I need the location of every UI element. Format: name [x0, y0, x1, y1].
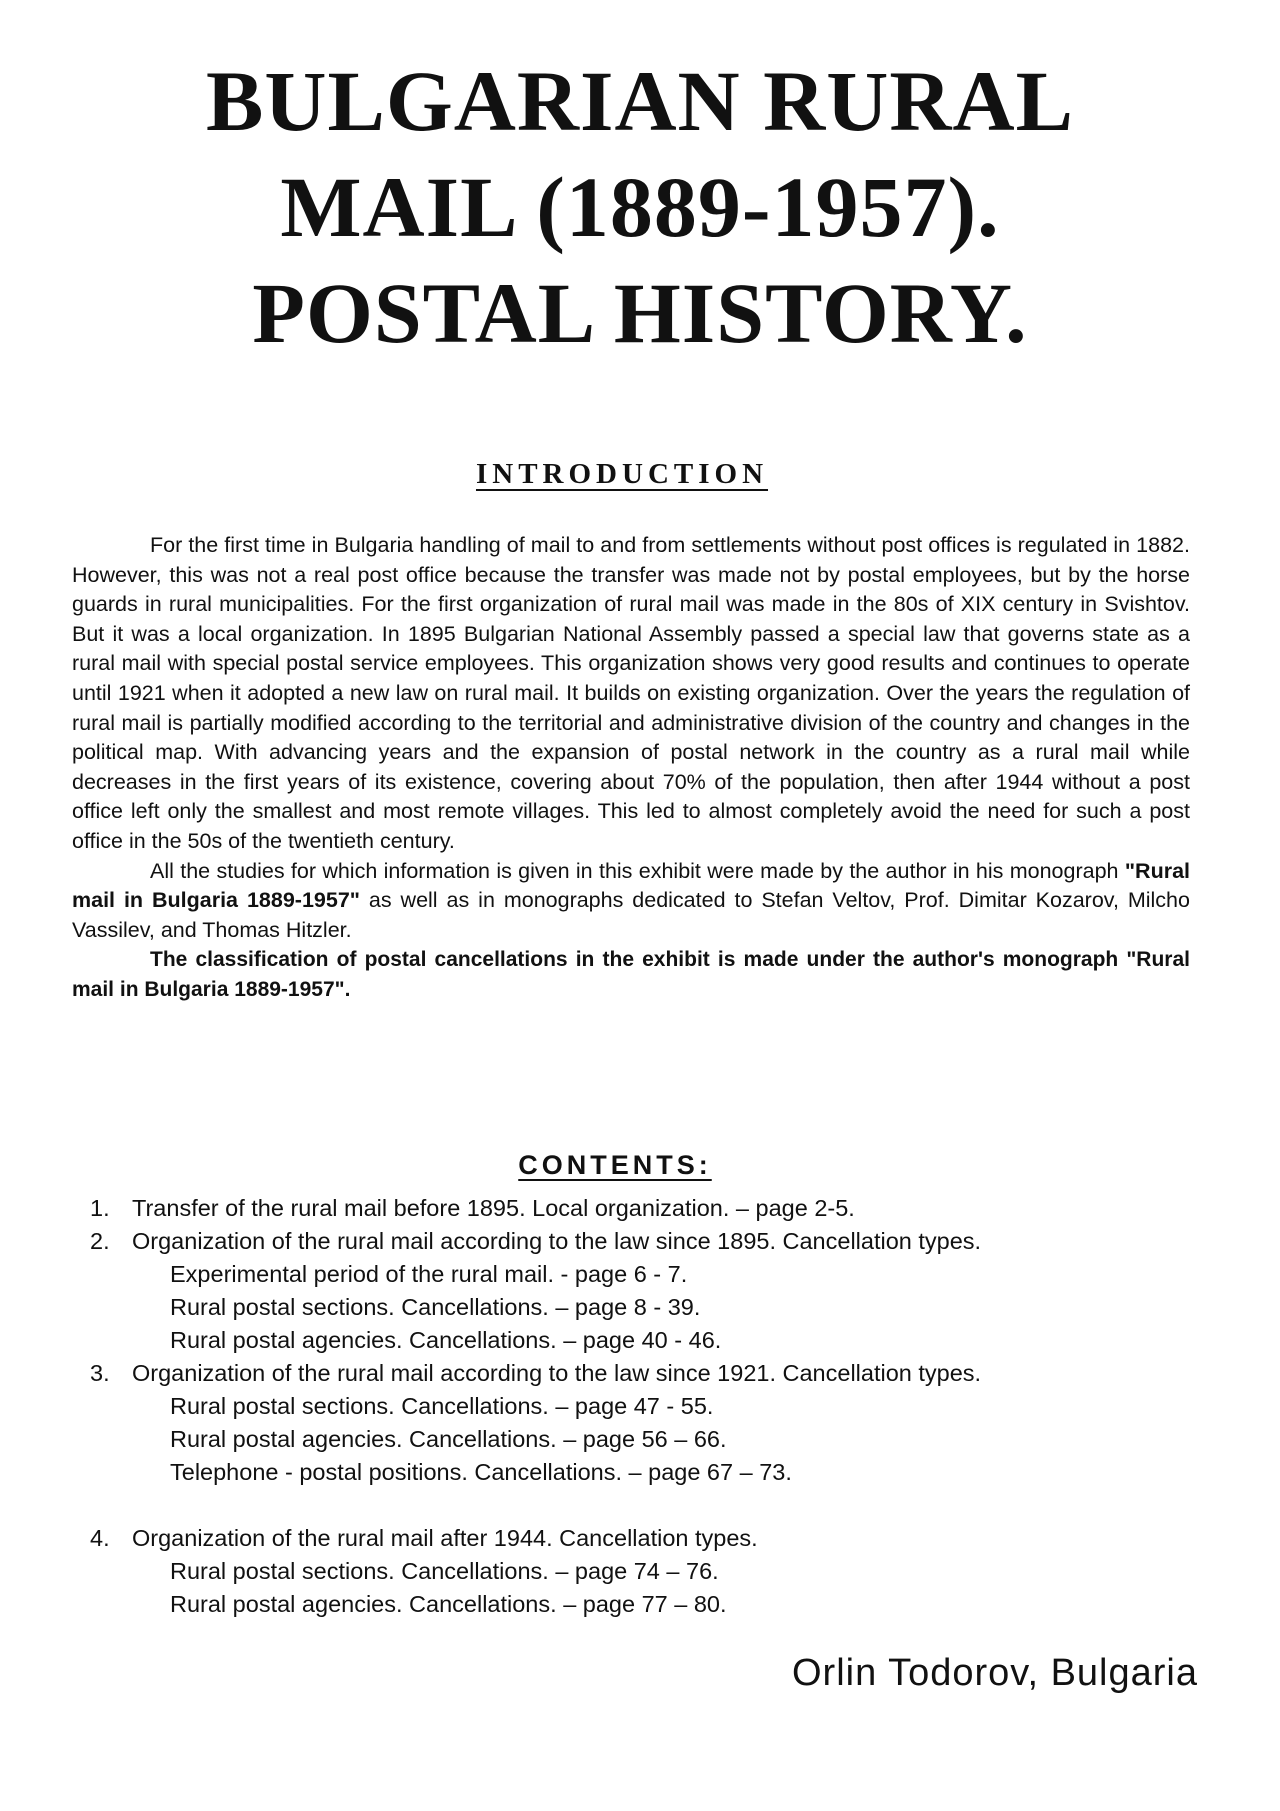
contents-list	[90, 1192, 1220, 1621]
contents-subitem: Rural postal sections. Cancellations. – page 47 - 55.	[170, 1393, 714, 1419]
title-line-1: BULGARIAN RURAL	[206, 53, 1074, 149]
contents-item	[90, 1192, 1220, 1225]
contents-item-title: Organization of the rural mail after 1944. Cancellation types.	[132, 1525, 758, 1551]
monograph-title: "Rural mail in Bulgaria 1889-1957"	[72, 858, 1190, 913]
contents-item-number: 3.	[90, 1360, 110, 1386]
contents-heading: CONTENTS:	[518, 1150, 712, 1180]
intro-paragraph-2	[72, 857, 1190, 946]
contents-item-number: 4.	[90, 1525, 110, 1551]
intro-paragraph-2-end: as well as in monographs dedicated to Stefan Veltov, Prof. Dimitar Kozarov, Milcho Vassilev, and Thomas Hitzler.	[72, 888, 1190, 942]
contents-item-number: 1.	[90, 1195, 110, 1221]
intro-paragraph-3: The classification of postal cancellations in the exhibit is made under the author's monograph "Rural mail in Bulgaria 1889-1957".	[72, 948, 1190, 1001]
contents-item	[90, 1225, 1220, 1357]
contents-subitem: Telephone - postal positions. Cancellations. – page 67 – 73.	[170, 1459, 792, 1485]
contents-item-number: 2.	[90, 1228, 110, 1254]
title-line-2: MAIL (1889-1957).	[280, 159, 1000, 255]
introduction-body	[72, 531, 1190, 1005]
contents-subitem: Rural postal sections. Cancellations. – page 74 – 76.	[170, 1558, 719, 1584]
contents-subitem: Rural postal agencies. Cancellations. – page 40 - 46.	[170, 1327, 722, 1353]
contents-subitem: Experimental period of the rural mail. - page 6 - 7.	[170, 1261, 688, 1287]
intro-paragraph-2-start: All the studies for which information is given in this exhibit were made by the author in his monograph	[150, 858, 1125, 883]
contents-item	[90, 1357, 1220, 1489]
introduction-heading: INTRODUCTION	[475, 458, 769, 490]
page-title	[90, 48, 1190, 366]
contents-subitem: Rural postal sections. Cancellations. – page 8 - 39.	[170, 1294, 701, 1320]
contents-item	[90, 1522, 1220, 1621]
intro-paragraph-1: For the first time in Bulgaria handling of mail to and from settlements without post offices is regulated in 1882. However, this was not a real post office because the transfer was made not by postal employees, but by the horse guards in rural municipalities. For the first organization of rural mail was made in the 80s of XIX century in Svishtov. But it was a local organization. In 1895 Bulgarian National Assembly passed a special law that governs state as a rural mail with special postal service employees. This organization shows very good results and continues to operate until 1921 when it adopted a new law on rural mail. It builds on existing organization. Over the years the regulation of rural mail is partially modified according to the territorial and administrative division of the country and changes in the political map. With advancing years and the expansion of postal network in the country as a rural mail while decreases in the first years of its existence, covering about 70% of the population, then after 1944 without a post office left only the smallest and most remote villages. This led to almost completely avoid the need for such a post office in the 50s of the twentieth century.	[72, 533, 1190, 853]
contents-subitem: Rural postal agencies. Cancellations. – page 56 – 66.	[170, 1426, 727, 1452]
contents-item-title: Organization of the rural mail according to the law since 1895. Cancellation types.	[132, 1228, 982, 1254]
author-signature: Orlin Todorov, Bulgaria	[791, 1652, 1198, 1694]
title-line-3: POSTAL HISTORY.	[252, 265, 1028, 361]
contents-item-title: Organization of the rural mail according to the law since 1921. Cancellation types.	[132, 1360, 982, 1386]
contents-item-title: Transfer of the rural mail before 1895. Local organization. – page 2-5.	[132, 1195, 855, 1221]
contents-subitem: Rural postal agencies. Cancellations. – page 77 – 80.	[170, 1591, 727, 1617]
